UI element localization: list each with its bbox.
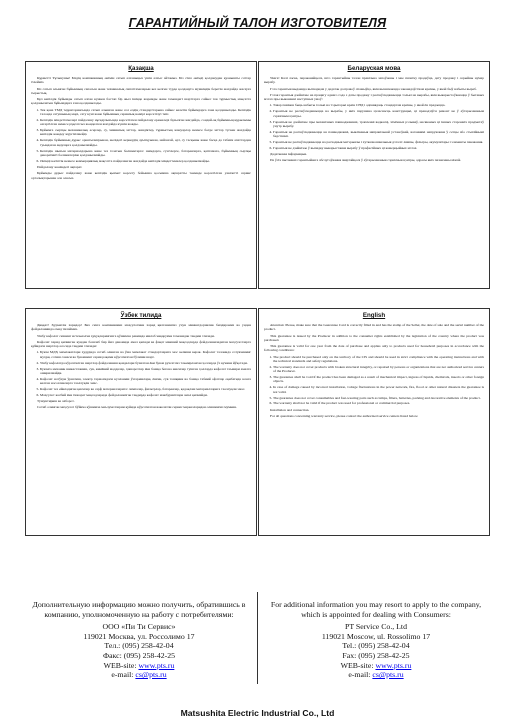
section-uzbek bbox=[25, 308, 257, 536]
section-kazakh bbox=[25, 61, 257, 289]
phone-number: Tel.: (095) 258-42-04 bbox=[342, 641, 410, 651]
section-heading: Қазақша bbox=[128, 65, 154, 72]
contact-block-en bbox=[262, 600, 490, 680]
email-label: e-mail: bbox=[111, 670, 134, 680]
paragraph: Тушунтириш ва ахборот. bbox=[37, 399, 75, 404]
website-line bbox=[25, 661, 253, 671]
list-item: 6. Маҳсулот касбий ёки тижорат мақсадларида фойдаланилган тақдирда кафолат мажбуриятлари амал қилмайди. bbox=[40, 393, 251, 397]
section-heading: Беларуская мова bbox=[347, 65, 401, 72]
paragraph: Бұл кепілдік бұйымды сатып алған күннен бастап бір жыл ішінде жарамды және төмендегі шарттарға сәйкес тек тұрмыстық мақсатта қолданылатын бұйымдарға ғана қолданылады. bbox=[31, 97, 251, 106]
list-item: 5. Гарантыя не распаўсюджваецца на расходныя матэрыялы і хутказношвальныя дэталі: лямпы, фільтры, акумулятары і элементы пакавання. bbox=[273, 140, 484, 144]
paragraph: Гэтая гарантыя дзейнічае на працягу аднаго года з даты продажу і распаўсюджваецца толькі на вырабы, якія выкарыстоўваюцца ў бытавых мэтах пры выкананні наступных умоў: bbox=[264, 92, 484, 102]
paragraph: Увага! Калі ласка, пераканайцеся, што гарантыйны талон правільна запоўнены і мае пячатку прадаўца, дату продажу і серыйны нумар вырабу. bbox=[264, 76, 484, 85]
paragraph: Диққат! Ҳурматли харидор! Биз сизга компаниямиз маҳсулотини харид қилганингиз учун миннатдорчилик билдирамиз ва ундан фойдаланишда омад тилаймиз. bbox=[31, 323, 251, 332]
list-item: 5. The guarantee does not cover consumables and fast-wearing parts such as lamps, filters, batteries, packing and decorative elements of the product. bbox=[273, 396, 484, 400]
list-item: 3. The guarantee shall be void if the product has been damaged as a result of mechanical impact, ingress of liquids, chemicals, insects or other foreign objects. bbox=[273, 375, 484, 384]
website-line bbox=[262, 661, 490, 671]
section-body bbox=[26, 323, 256, 410]
list-item: 5. Кепілдік шығын материалдарына және тез тозатын бөлшектерге: шамдарға, сүзгілерге, батареяларға, қаптамаға, бұйымның сыртқы декоративті бөлшектеріне қолданылмайды. bbox=[40, 149, 251, 158]
email-label: e-mail: bbox=[348, 670, 371, 680]
contact-divider bbox=[257, 592, 258, 684]
list-item: 3. Буюмга механик шикастланиш, сув, кимёвий моддалар, ҳашаротлар ёки бошқа бегона жисмлар тушган ҳолларда кафолат таъмири амалга оширилмайди. bbox=[40, 367, 251, 376]
section-body bbox=[259, 323, 489, 418]
list-item: 3. Бұйымға сыртқы механикалық әсерлер, су, химиялық заттар, жәндіктер, тұрмыстық жануарлар немесе бөгде заттар түскен жағдайда кепілдік жөндеу жүргізілмейді. bbox=[40, 128, 251, 137]
section-body bbox=[26, 76, 256, 180]
list-item: 1. Тавар павінен быць набыты толькі на тэрыторыі краін СНД і адпавядаць стандартам краіны, у якой ён прадаецца. bbox=[273, 103, 484, 107]
contact-intro: For additional information you may resort to apply to the company, which is appointed for dealing with Consumers: bbox=[270, 600, 482, 619]
conditions-list bbox=[31, 108, 251, 163]
paragraph: Гэта гарантыя выдаецца вытворцам у дадатак да правоў спажыўца, якія вызначаюцца заканадаўствам краіны, у якой быў набыты выраб. bbox=[270, 86, 477, 91]
list-item: 2. The warranty does not cover products with broken structural integrity, or repaired by persons or organizations that are not authorized service centers of the Producer. bbox=[273, 365, 484, 374]
company-name: PT Service Co., Ltd bbox=[344, 622, 407, 632]
list-item: 2. Ушбу кафолатда кўрсатилган шартлар фойдаланиш қоидалари бузилган ёки буюм рухсатсиз таъмирланган ҳолларда ўз кучини йўқотади. bbox=[40, 361, 251, 365]
paragraph: This guarantee is valid for one year from the date of purchase and applies only to products used for household purposes in accordance with the following conditions: bbox=[264, 344, 484, 353]
section-heading: English bbox=[362, 312, 386, 319]
list-item: 4. Кепілдік бұйымның дұрыс орнатылмауынан, желідегі кернеудің ауытқуынан, найзағай, өрт, су тасқыны және басқа да табиғи апаттардан туындаған ақауларға қолданылмайды. bbox=[40, 138, 251, 147]
section-belarusian bbox=[258, 61, 490, 289]
paragraph: For all questions concerning warranty service, please contact the authorized service centers listed below. bbox=[270, 414, 419, 419]
email-line bbox=[25, 670, 253, 680]
phone-number: Тел.: (095) 258-42-04 bbox=[104, 641, 174, 651]
company-address: 119021 Москва, ул. Россолимо 17 bbox=[83, 631, 195, 641]
list-item: 5. Кафолат тез ейиладиган қисмлар ва сарф материалларига: лампалар, фильтрлар, батареялар, қадоқлаш материалларига тааллуқли эмас. bbox=[40, 387, 251, 391]
website-link[interactable]: www.pts.ru bbox=[375, 660, 412, 670]
list-item: 3. Гарантыя не дзейнічае пры механічных пашкоджаннях, трапленні вадкасці, хімічных рэчываў, насякомых ці іншых старонніх прадметаў унутр вырабу. bbox=[273, 120, 484, 129]
paragraph: Па ўсіх пытаннях гарантыйнага абслугоўвання звяртайцеся ў аўтарызаваныя сэрвісныя цэнтры, адрасы якіх пазначаны ніжэй. bbox=[270, 158, 462, 163]
paragraph: Біз сатып алынған бұйымның сапасын және техникалық сипаттамаларын кез келген түрде қолдануға мүмкіндік беретін жағдайда жасауға тырыстық. bbox=[31, 86, 251, 95]
paragraph: Бұйымды дұрыс пайдалану және кепілдік қызмет көрсету бойынша қосымша ақпаратты төменде көрсетілген уәкілетті сервис орталықтарынан ала аласыз. bbox=[31, 171, 251, 180]
conditions-list bbox=[264, 355, 484, 406]
company-name: ООО «Пи Ти Сервис» bbox=[102, 622, 176, 632]
list-item: 6. Өнімді кәсіптік немесе коммерциялық мақсатта пайдаланған жағдайда кепілдік міндеттемелер қолданылмайды. bbox=[40, 159, 251, 163]
paragraph: Кафолат харид қилинган кундан бошлаб бир йил давомида амал қилади ва фақат маиший мақсадларда фойдаланиладиган маҳсулотларга қуйидаги шартлар асосида тақдим этилади: bbox=[31, 339, 251, 349]
website-label: WEB-site: bbox=[103, 660, 137, 670]
list-item: 2. Кепілдік міндеттемелері пайдалану нұсқаулығында көрсетілген пайдалану ережелері бұзылған жағдайда, сондай-ақ бұйымның құрылымы өзгертілген немесе рұқсатсыз жөнделген жағдайда күшін жояды. bbox=[40, 118, 251, 127]
section-english bbox=[258, 308, 490, 536]
section-heading: Ўзбек тилида bbox=[120, 312, 162, 319]
paragraph: Құрметті Тұтынушы! Біздің компанияның өнімін сатып алғаныңыз үшін алғыс айтамыз. Біз сізге өнімді қолданудан қуанышты сәттер тілейміз. bbox=[31, 76, 251, 85]
list-item: 1. The product should be purchased only on the territory of the CIS and should be used in strict compliance with the operating instructions and with the technical standards and safety regulations. bbox=[273, 355, 484, 364]
contact-intro: Дополнительную информацию можно получить, обратившись в компанию, уполномоченную на работу с потребителями: bbox=[32, 600, 246, 619]
contact-block-ru bbox=[25, 600, 253, 680]
list-item: 2. Гарантыя не распаўсюджваецца на вырабы, у якіх парушана цэласнасць канструкцыі, ці праводзіўся рамонт не ў аўтарызаваным сэрвісным цэнтры. bbox=[273, 109, 484, 118]
paragraph: Attention: Please, make sure that the Guarantee Card is correctly filled in and has the stamp of the Seller, the date of sale and the serial number of the product. bbox=[264, 323, 484, 332]
conditions-list bbox=[31, 350, 251, 397]
list-item: 1. Буюм МДҲ мамлакатлари ҳудудида сотиб олинган ва ўша мамлакат стандартларига мос келиши керак. Кафолат талонида сотувчининг муҳри, сотиш санаси ва буюмнинг серия рақами кўрсатилган бўлиши шарт. bbox=[40, 350, 251, 359]
email-link[interactable]: cs@pts.ru bbox=[372, 670, 404, 680]
list-item: 6. Гарантыя не дзейнічае ў выпадку выкарыстання вырабу ў прафесійных ці камерцыйных мэтах. bbox=[273, 146, 484, 150]
website-link[interactable]: www.pts.ru bbox=[138, 660, 175, 670]
list-item: 6. The warranty shall not be valid if the product was used for professional or commercial purposes. bbox=[273, 401, 484, 405]
section-body bbox=[259, 76, 489, 163]
paragraph: Installation and connection. bbox=[270, 407, 310, 412]
list-item: 4. Кафолат нотўғри ўрнатиш, электр тармоғидаги кучланиш ўзгаришлари, ёнғин, сув тошқини ва бошқа табиий офатлар оқибатида юзага келган носозликларга тааллуқли эмас. bbox=[40, 377, 251, 386]
paragraph: Ушбу кафолат сизнинг истеъмолчи ҳуқуқларингизга қўшимча равишда ишлаб чиқарувчи томонидан такдим этилади. bbox=[37, 333, 215, 338]
email-link[interactable]: cs@pts.ru bbox=[135, 670, 167, 680]
paragraph: This guarantee is issued by the Producer in addition to the consumer rights established by the legislation of the country where the product was purchased. bbox=[264, 333, 484, 342]
company-address: 119021 Moscow, ul. Rossolimo 17 bbox=[321, 631, 431, 641]
page-title: ГАРАНТИЙНЫЙ ТАЛОН ИЗГОТОВИТЕЛЯ bbox=[128, 16, 387, 30]
email-line bbox=[262, 670, 490, 680]
paragraph: Сотиб олинган маҳсулот бўйича қўшимча маълумотларни қуйида кўрсатилган ваколатли сервис марказларидан олишингиз мумкин. bbox=[37, 405, 237, 410]
manufacturer-name: Matsushita Electric Industrial Co., Ltd bbox=[180, 708, 335, 718]
website-label: WEB-site: bbox=[340, 660, 374, 670]
fax-number: Факс: (095) 258-42-25 bbox=[102, 650, 176, 660]
conditions-list bbox=[264, 103, 484, 150]
list-item: 4. Гарантыя не распаўсюджваецца на пашкоджанні, выкліканыя няправільнай устаноўкай, ваганнямі напружання ў сетцы або стыхійнымі бедствамі. bbox=[273, 130, 484, 139]
fax-number: Fax: (095) 258-42-25 bbox=[342, 650, 410, 660]
paragraph: Дадатковая інфармацыя. bbox=[270, 152, 307, 157]
list-item: 1. Тек қана ТМД территориясында сатып алынған және сол елдің стандарттарына сәйкес келетін бұйымдарға ғана қолданылады. Кепілдік талонда сатушының мөрі, сату күні және бұйымның сериялық нөмірі көрсетілуі тиіс. bbox=[40, 108, 251, 117]
list-item: 4. In case of damage caused by incorrect installation, voltage fluctuations in the power network, fire, flood or other natural disasters the guarantee is not valid. bbox=[273, 385, 484, 394]
paragraph: Пайдалану жөніндегі ақпарат. bbox=[37, 165, 83, 170]
